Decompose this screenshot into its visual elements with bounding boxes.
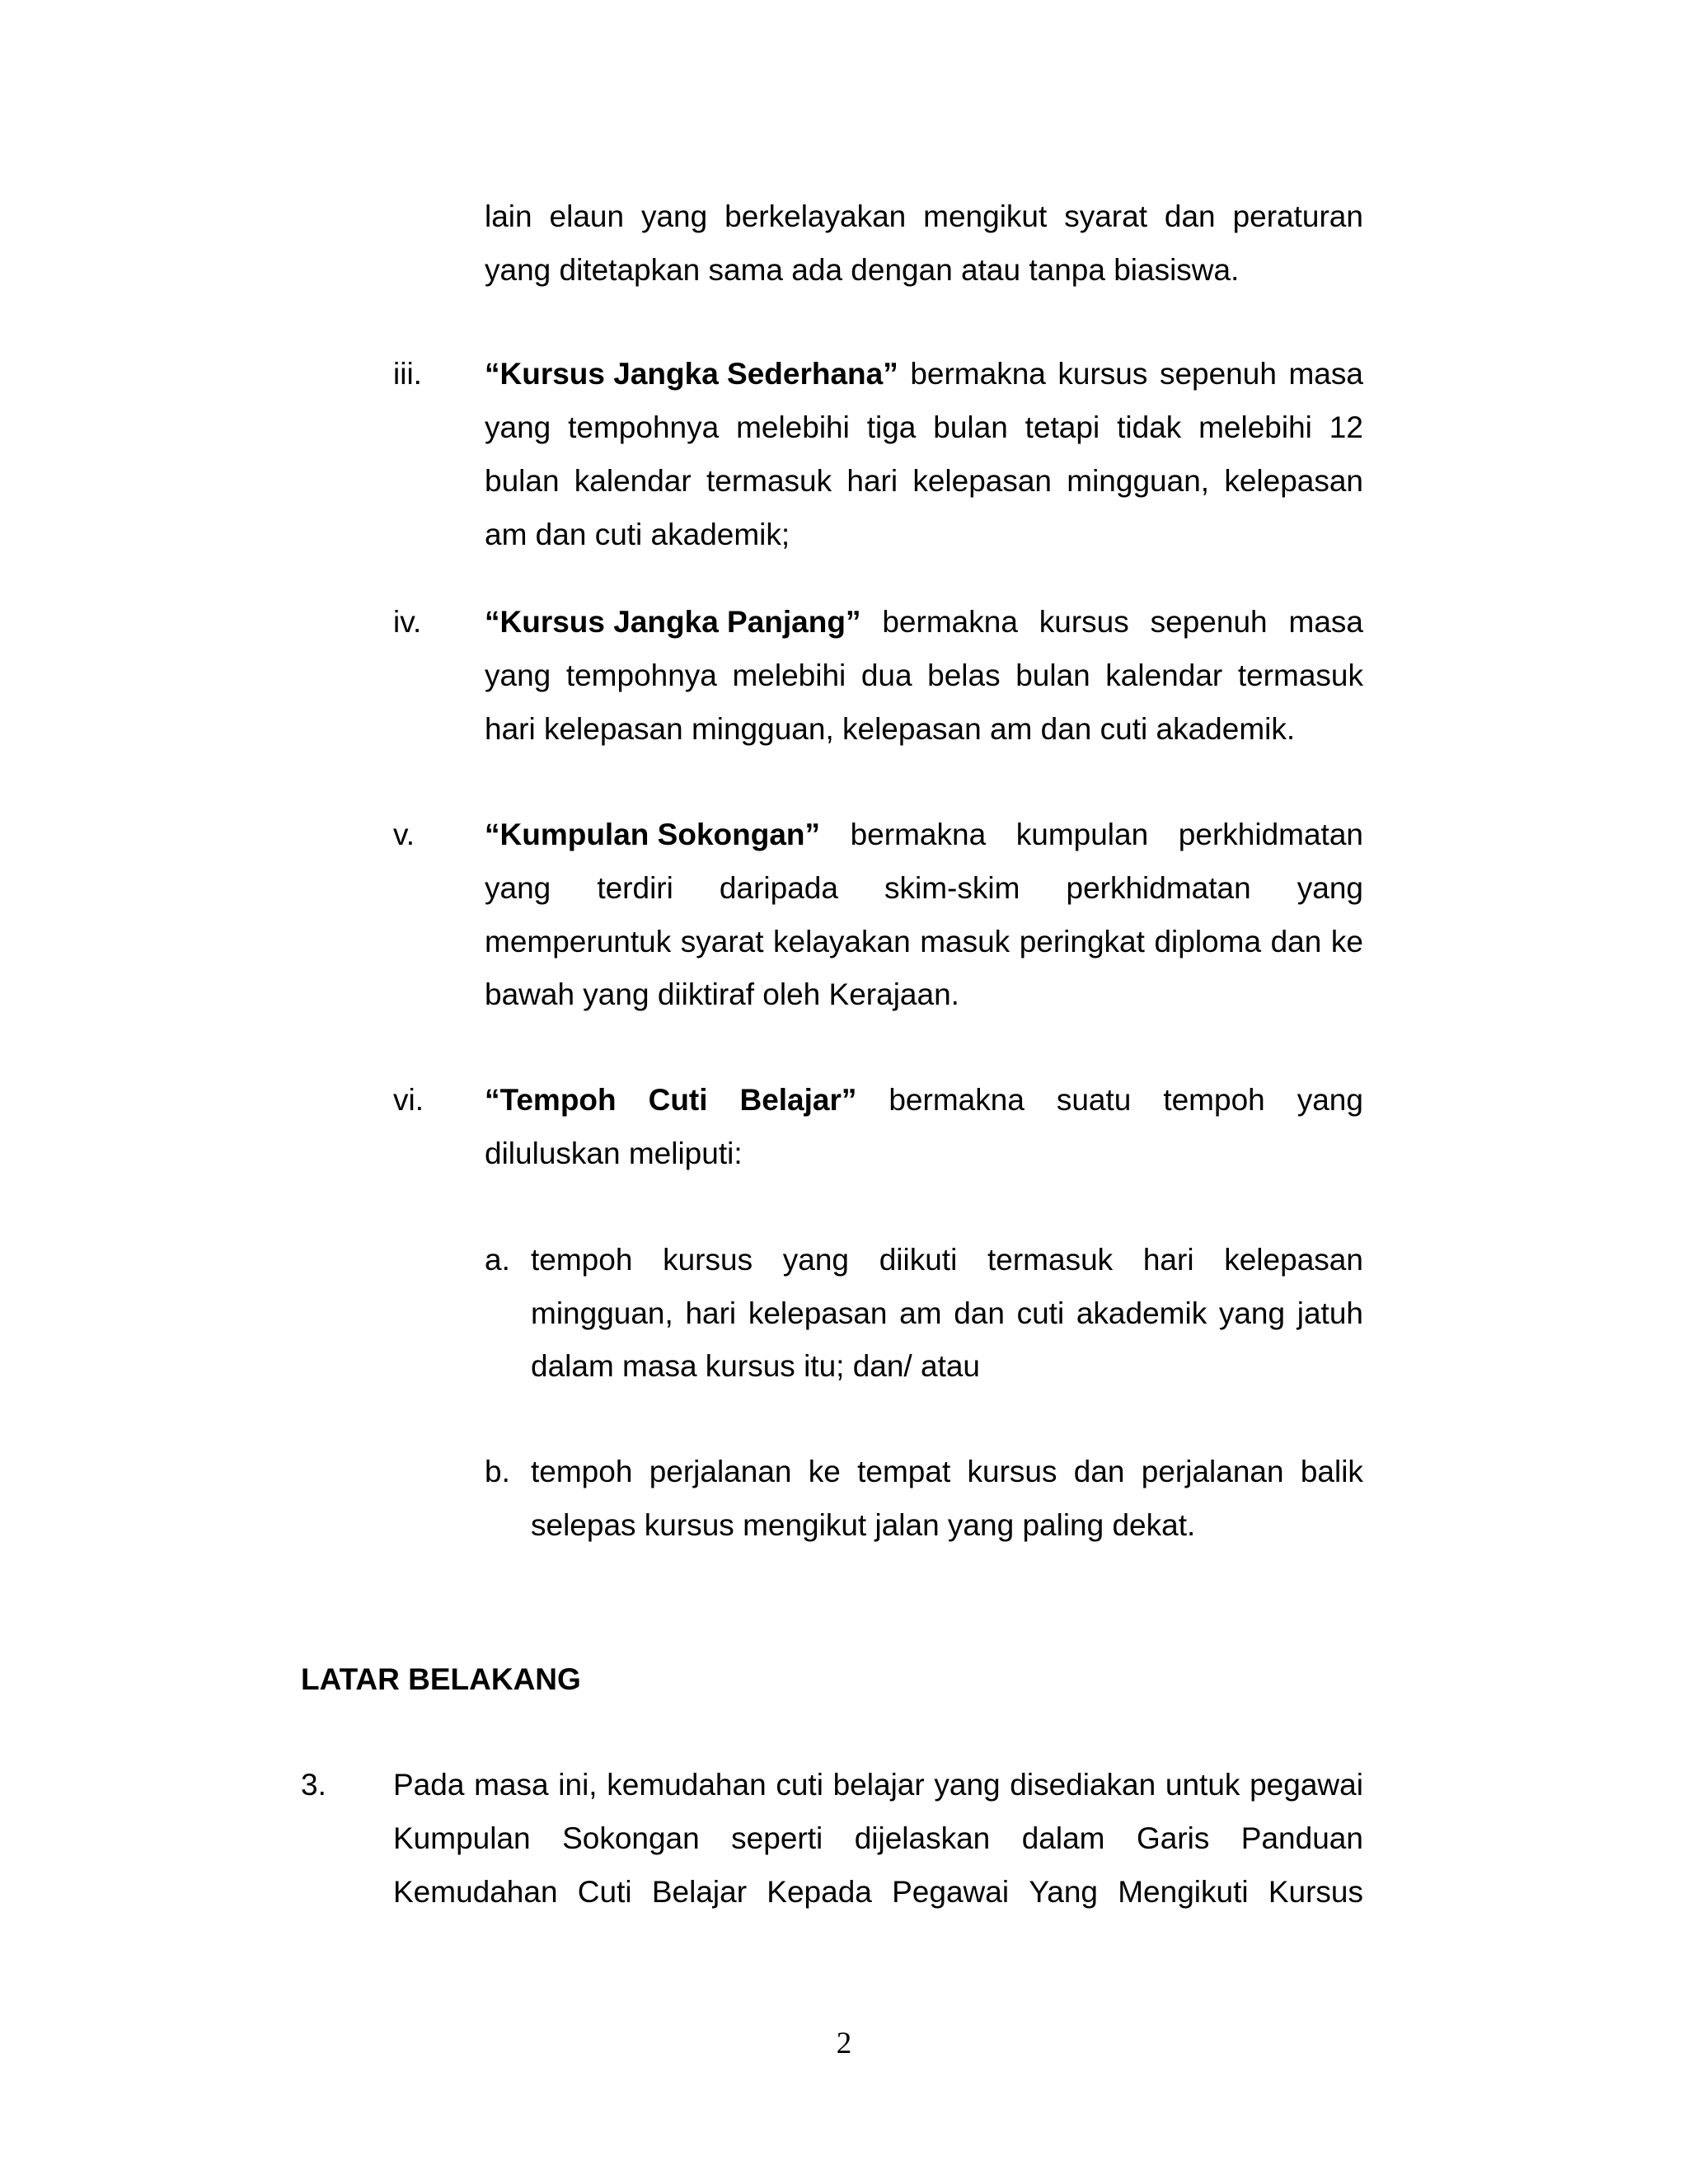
continuation-line-1-word: syarat — [1064, 199, 1147, 233]
subitem-marker-a: a. — [485, 1243, 510, 1277]
paragraph-3-line-1-word: untuk — [1165, 1768, 1240, 1802]
subitem-a-line-2-word: dan — [954, 1296, 1005, 1330]
item-iii-line-3-word: kelepasan — [912, 464, 1053, 498]
continuation-line-1 — [485, 199, 1363, 235]
subitem-marker-b: b. — [485, 1455, 510, 1488]
item-iv-line-2-word: yang — [485, 658, 551, 692]
subitem-a-line-2-word: cuti — [1016, 1296, 1065, 1330]
item-iv-line-1-rest-word: sepenuh — [1150, 605, 1268, 639]
subitem-a-line-2-word: akademik — [1076, 1296, 1207, 1330]
item-v-line-1-rest-word: bermakna — [850, 818, 987, 851]
item-v-line-4: bawah yang diiktiraf oleh Kerajaan. — [485, 977, 959, 1011]
paragraph-3-line-1-word: disediakan — [1010, 1768, 1156, 1802]
continuation-line-1-word: lain — [485, 199, 532, 233]
item-iii-line-3-word: kelepasan — [1224, 464, 1363, 498]
term-tempoh-cuti-belajar-word-3: Belajar” — [739, 1083, 857, 1117]
paragraph-3-line-1-word: masa — [474, 1768, 549, 1802]
subitem-b-line-1-word: balik — [1300, 1455, 1363, 1488]
continuation-line-1-word: berkelayakan — [724, 199, 907, 233]
item-iii-line-3-word: kalendar — [574, 464, 692, 498]
paragraph-3-line-3-word: Pegawai — [892, 1875, 1010, 1909]
item-iv-line-1-rest-word: bermakna — [882, 605, 1018, 639]
paragraph-3-line-1-word: belajar — [832, 1768, 925, 1802]
item-iii-line-1-rest-word: bermakna — [910, 357, 1046, 391]
item-iv-line-2 — [485, 658, 1363, 694]
item-v-line-1 — [485, 817, 1363, 853]
paragraph-3-line-1 — [393, 1767, 1363, 1803]
item-v-line-2 — [485, 870, 1363, 907]
item-iv-line-2-word: bulan — [1015, 658, 1090, 692]
paragraph-3-line-3-word: Mengikuti — [1118, 1875, 1249, 1909]
item-v-line-2-word: skim-skim — [884, 871, 1020, 905]
item-iv-line-2-word: termasuk — [1237, 658, 1363, 692]
subitem-b-line-1-word: tempoh — [531, 1455, 633, 1488]
term-kursus-jangka-panjang: “Kursus Jangka Panjang” — [485, 605, 861, 639]
subitem-a-line-1-word: yang — [782, 1243, 850, 1277]
subitem-a-line-2-word: jatuh — [1296, 1296, 1363, 1330]
item-v-line-2-word: terdiri — [597, 871, 673, 905]
paragraph-3-line-1-word: ini, — [558, 1768, 598, 1802]
item-iii-line-1 — [485, 356, 1363, 392]
item-iii-line-3-word: termasuk — [706, 464, 832, 498]
paragraph-3-line-2-word: dijelaskan — [854, 1821, 991, 1855]
item-iii-line-1-rest-word: masa — [1288, 357, 1363, 391]
section-heading: LATAR BELAKANG — [301, 1662, 581, 1696]
item-iii-line-2-word: melebihi — [736, 410, 850, 444]
item-iv-line-2-word: tempohnya — [565, 658, 717, 692]
paragraph-3-line-3-word: Kursus — [1268, 1875, 1363, 1909]
item-vi-line-1-rest-word: suatu — [1056, 1083, 1132, 1117]
paragraph-3-line-3-word: Cuti — [577, 1875, 632, 1909]
item-iv-line-2-word: dua — [860, 658, 912, 692]
item-v-line-1-rest-word: kumpulan — [1015, 818, 1149, 851]
paragraph-3-line-3-word: Yang — [1029, 1875, 1098, 1909]
subitem-b-line-1-word: perjalanan — [649, 1455, 792, 1488]
item-iii-line-2 — [485, 410, 1363, 446]
paragraph-3-line-3-word: Kepada — [767, 1875, 872, 1909]
term-tempoh-cuti-belajar-word-1: “Tempoh — [485, 1083, 617, 1117]
item-vi-line-1-rest-word: bermakna — [889, 1083, 1025, 1117]
item-iv-line-1-rest-word: kursus — [1039, 605, 1129, 639]
subitem-b-line-2: selepas kursus mengikut jalan yang paling dekat. — [531, 1508, 1196, 1542]
paragraph-3-line-3-word: Belajar — [651, 1875, 748, 1909]
subitem-a-line-1-word: diikuti — [879, 1243, 958, 1277]
paragraph-3-line-2 — [393, 1821, 1363, 1857]
continuation-line-1-word: dan — [1164, 199, 1216, 233]
item-iv-line-1-rest-word: masa — [1288, 605, 1363, 639]
page-number: 2 — [836, 2027, 852, 2060]
subitem-a-line-2-word: mingguan, — [531, 1296, 673, 1330]
continuation-line-2: yang ditetapkan sama ada dengan atau tanpa biasiswa. — [485, 253, 1240, 287]
subitem-a-line-2-word: hari — [685, 1296, 737, 1330]
subitem-a-line-1-word: hari — [1142, 1243, 1194, 1277]
subitem-a-line-2-word: yang — [1218, 1296, 1286, 1330]
term-kumpulan-sokongan: “Kumpulan Sokongan” — [485, 818, 820, 851]
item-iv-line-2-word: kalendar — [1105, 658, 1223, 692]
item-marker-vi: vi. — [393, 1083, 424, 1117]
paragraph-3-line-1-word: kemudahan — [607, 1768, 767, 1802]
subitem-a-line-2-word: am — [899, 1296, 942, 1330]
subitem-a-line-1-word: kelepasan — [1224, 1243, 1363, 1277]
subitem-a-line-2-word: kelepasan — [748, 1296, 888, 1330]
paragraph-3-line-2-word: seperti — [731, 1821, 823, 1855]
item-vi-line-1 — [485, 1082, 1363, 1118]
paragraph-3-line-2-word: Sokongan — [562, 1821, 700, 1855]
item-v-line-3 — [485, 924, 1363, 960]
item-v-line-3-word: memperuntuk — [485, 925, 672, 958]
continuation-line-1-word: elaun — [549, 199, 625, 233]
term-kursus-jangka-sederhana: “Kursus Jangka Sederhana” — [485, 357, 898, 391]
subitem-b-line-1-word: perjalanan — [1141, 1455, 1284, 1488]
item-v-line-3-word: kelayakan — [773, 925, 911, 958]
item-iii-line-2-word: tidak — [1117, 410, 1182, 444]
term-tempoh-cuti-belajar-word-2: Cuti — [648, 1083, 708, 1117]
continuation-line-1-word: peraturan — [1232, 199, 1363, 233]
item-marker-v: v. — [393, 818, 415, 851]
item-iii-line-3-word: mingguan, — [1067, 464, 1210, 498]
item-v-line-3-word: ke — [1330, 925, 1363, 958]
paragraph-3-line-1-word: cuti — [776, 1768, 823, 1802]
item-v-line-3-word: dan — [1270, 925, 1322, 958]
item-marker-iii: iii. — [393, 357, 422, 391]
item-v-line-3-word: syarat — [680, 925, 764, 958]
item-marker-iv: iv. — [393, 605, 422, 639]
item-iii-line-3-word: bulan — [485, 464, 560, 498]
subitem-a-line-1-word: kursus — [663, 1243, 753, 1277]
subitem-a-line-1-word: termasuk — [987, 1243, 1114, 1277]
subitem-b-line-1-word: tempat — [857, 1455, 951, 1488]
item-v-line-2-word: perkhidmatan — [1066, 871, 1251, 905]
item-vi-line-2: diluluskan meliputi: — [485, 1137, 743, 1170]
subitem-b-line-1 — [531, 1454, 1363, 1490]
item-v-line-1-rest-word: perkhidmatan — [1178, 818, 1363, 851]
paragraph-number-3: 3. — [301, 1768, 326, 1802]
subitem-a-line-3: dalam masa kursus itu; dan/ atau — [531, 1349, 981, 1383]
item-iii-line-3 — [485, 463, 1363, 499]
item-iii-line-2-word: 12 — [1329, 410, 1363, 444]
subitem-a-line-1-word: tempoh — [531, 1243, 633, 1277]
subitem-b-line-1-word: kursus — [967, 1455, 1057, 1488]
item-v-line-3-word: diploma — [1154, 925, 1262, 958]
item-iv-line-1 — [485, 604, 1363, 640]
item-iv-line-3: hari kelepasan mingguan, kelepasan am dan cuti akademik. — [485, 712, 1296, 746]
item-v-line-3-word: masuk — [920, 925, 1010, 958]
item-iii-line-1-rest-word: kursus — [1057, 357, 1148, 391]
subitem-a-line-1 — [531, 1242, 1363, 1278]
continuation-line-1-word: mengikut — [923, 199, 1048, 233]
paragraph-3-line-2-word: Panduan — [1240, 1821, 1363, 1855]
continuation-line-1-word: yang — [640, 199, 708, 233]
paragraph-3-line-3 — [393, 1874, 1363, 1910]
item-iii-line-2-word: tempohnya — [568, 410, 720, 444]
item-iii-line-4: am dan cuti akademik; — [485, 518, 790, 551]
item-iv-line-2-word: belas — [927, 658, 1001, 692]
item-iii-line-2-word: melebihi — [1198, 410, 1312, 444]
paragraph-3-line-3-word: Kemudahan — [393, 1875, 558, 1909]
item-iii-line-2-word: tetapi — [1025, 410, 1100, 444]
subitem-b-line-1-word: ke — [808, 1455, 841, 1488]
item-v-line-2-word: yang — [485, 871, 551, 905]
subitem-b-line-1-word: dan — [1073, 1455, 1125, 1488]
item-iii-line-3-word: hari — [846, 464, 898, 498]
item-iii-line-2-word: tiga — [866, 410, 917, 444]
item-iii-line-1-rest-word: sepenuh — [1159, 357, 1277, 391]
item-iii-line-2-word: yang — [485, 410, 551, 444]
item-iii-line-2-word: bulan — [933, 410, 1008, 444]
paragraph-3-line-1-word: yang — [934, 1768, 1001, 1802]
paragraph-3-line-1-word: Pada — [393, 1768, 465, 1802]
paragraph-3-line-1-word: pegawai — [1250, 1768, 1363, 1802]
item-iv-line-2-word: melebihi — [732, 658, 846, 692]
paragraph-3-line-2-word: Kumpulan — [393, 1821, 531, 1855]
item-v-line-2-word: daripada — [719, 871, 838, 905]
paragraph-3-line-2-word: Garis — [1136, 1821, 1210, 1855]
paragraph-3-line-2-word: dalam — [1021, 1821, 1105, 1855]
subitem-a-line-2 — [531, 1296, 1363, 1332]
item-vi-line-1-rest-word: tempoh — [1163, 1083, 1265, 1117]
item-v-line-2-word: yang — [1296, 871, 1363, 905]
item-v-line-3-word: peringkat — [1019, 925, 1145, 958]
item-vi-line-1-rest-word: yang — [1296, 1083, 1363, 1117]
